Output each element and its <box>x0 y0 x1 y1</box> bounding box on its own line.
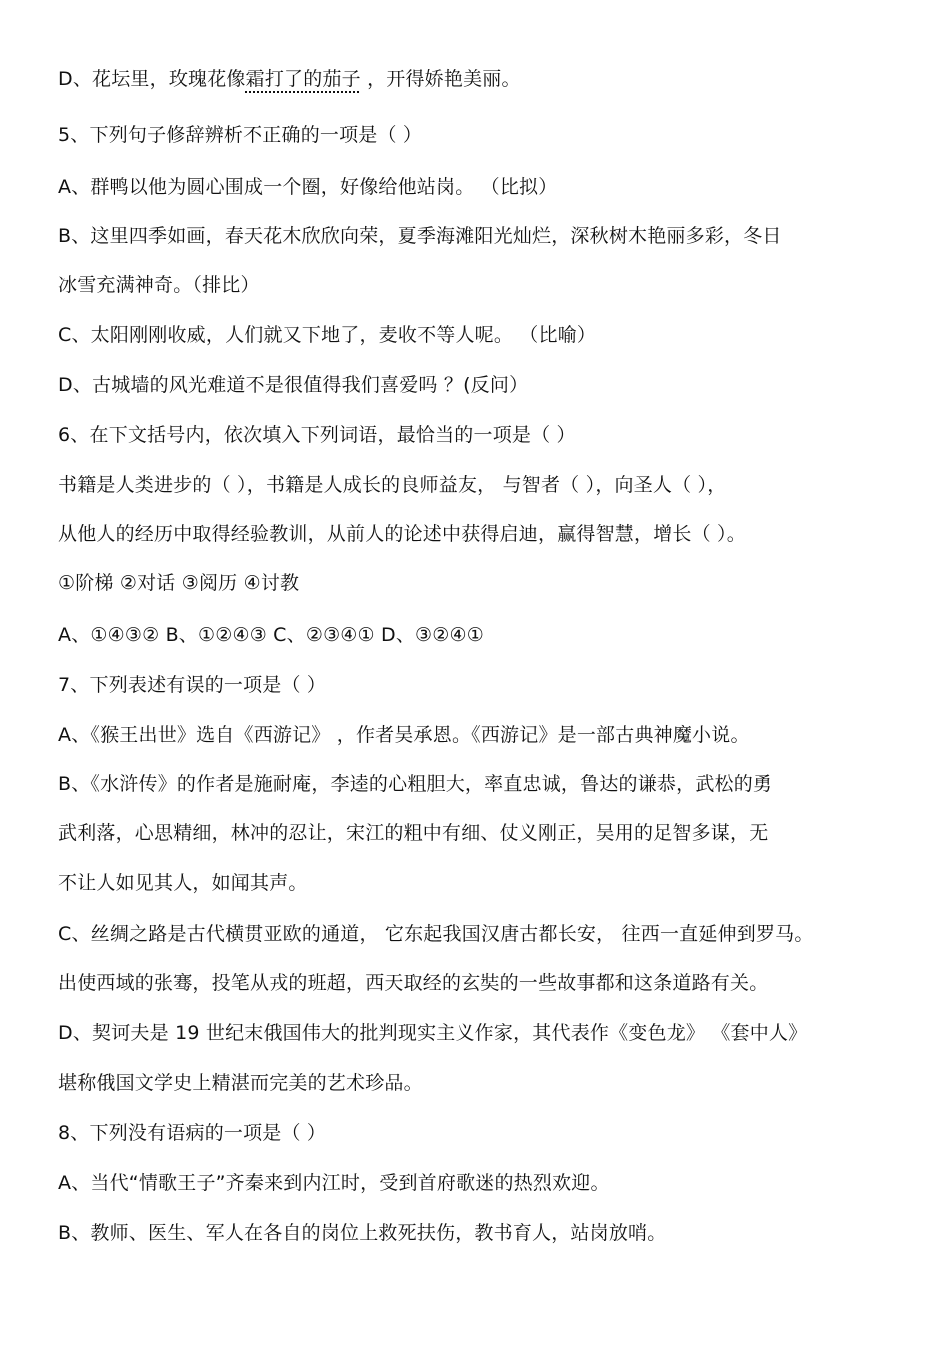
question-8: 8、下列没有语病的一项是（ ） <box>58 1122 327 1144</box>
option-b-q5-line2: 冰雪充满神奇。（排比） <box>58 274 260 296</box>
option-d-q7-line1: D、契诃夫是 19 世纪末俄国伟大的批判现实主义作家，其代表作《变色龙》 《套中人》 <box>58 1022 808 1044</box>
option-c-q5: C、太阳刚刚收威，人们就又下地了，麦收不等人呢。 （比喻） <box>58 324 597 346</box>
option-d-q5: D、古城墙的风光难道不是很值得我们喜爱吗 ？(反问） <box>58 374 529 396</box>
question-5: 5、下列句子修辞辨析不正确的一项是（ ） <box>58 124 423 146</box>
dotted-phrase: 霜打了的茄子 <box>245 68 361 90</box>
option-b-q7-line1: B、《水浒传》的作者是施耐庵，李逵的心粗胆大，率直忠诚，鲁达的谦恭，武松的勇 <box>58 773 773 795</box>
question-6: 6、在下文括号内，依次填入下列词语，最恰当的一项是（ ） <box>58 424 576 446</box>
option-c-q7-line1: C、丝绸之路是古代横贯亚欧的通道， 它东起我国汉唐古都长安， 往西一直延伸到罗马。 <box>58 923 814 945</box>
option-b-q5-line1: B、这里四季如画，春天花木欣欣向荣，夏季海滩阳光灿烂，深秋树木艳丽多彩，冬日 <box>58 225 782 247</box>
question-7: 7、下列表述有误的一项是（ ） <box>58 674 327 696</box>
option-a-q8: A、当代“情歌王子”齐秦来到内江时，受到首府歌迷的热烈欢迎。 <box>58 1172 610 1194</box>
option-d-q4-part1: D、花坛里，玫瑰花像 <box>58 68 246 90</box>
option-d-q7-line2: 堪称俄国文学史上精湛而完美的艺术珍品。 <box>58 1072 423 1094</box>
passage-q6-line2: 从他人的经历中取得经验教训，从前人的论述中获得启迪，赢得智慧，增长（ ）。 <box>58 523 746 545</box>
word-choices-q6: ①阶梯 ②对话 ③阅历 ④讨教 <box>58 572 300 594</box>
passage-q6-line1: 书籍是人类进步的（ ），书籍是人成长的良师益友， 与智者（ ），向圣人（ ）， <box>58 474 727 496</box>
option-a-q5: A、群鸭以他为圆心围成一个圈，好像给他站岗。 （比拟） <box>58 176 558 198</box>
option-a-q7: A、《猴王出世》选自《西游记》 ，作者吴承恩。《西游记》是一部古典神魔小说。 <box>58 724 750 746</box>
option-d-q4 <box>58 66 521 92</box>
option-b-q7-line2: 武利落，心思精细，林冲的忍让，宋江的粗中有细、仗义刚正，吴用的足智多谋，无 <box>58 822 769 844</box>
option-d-q4-part2: ，开得娇艳美丽。 <box>360 68 521 90</box>
option-b-q8: B、教师、医生、军人在各自的岗位上救死扶伤，教书育人，站岗放哨。 <box>58 1222 667 1244</box>
option-b-q7-line3: 不让人如见其人，如闻其声。 <box>58 872 308 894</box>
option-c-q7-line2: 出使西域的张骞，投笔从戎的班超，西天取经的玄奘的一些故事都和这条道路有关。 <box>58 972 769 994</box>
options-q6: A、①④③② B、①②④③ C、②③④① D、③②④① <box>58 624 484 646</box>
